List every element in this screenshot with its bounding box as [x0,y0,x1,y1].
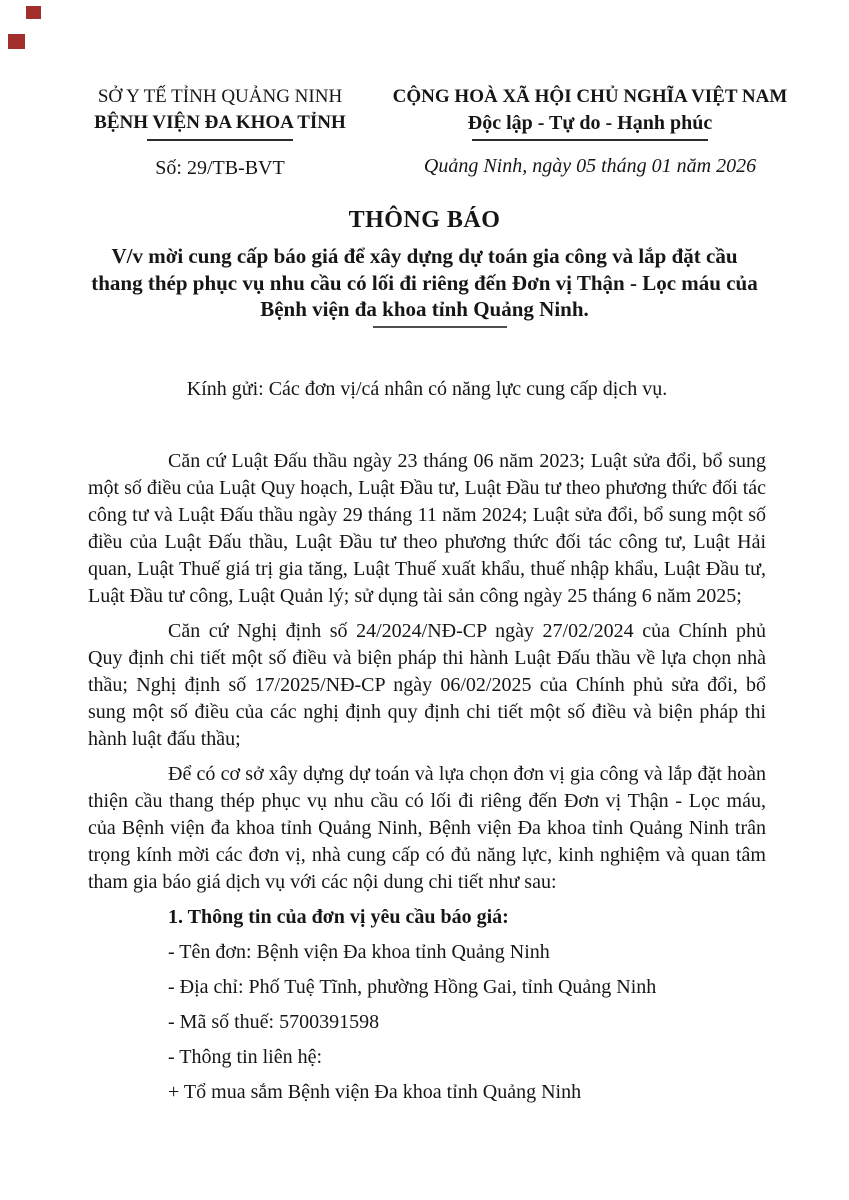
document-header [0,0,849,181]
motto-underline [472,139,708,141]
red-corner-mark [8,34,25,49]
body-paragraph: Căn cứ Luật Đấu thầu ngày 23 tháng 06 năm 2023; Luật sửa đổi, bổ sung một số điều của Luật Quy hoạch, Luật Đầu tư, Luật Đầu tư theo phương thức đối tác công tư và Luật Đấu thầu ngày 29 tháng 11 năm 2024; Luật sửa đổi, bổ sung một số điều của Luật Đấu thầu, Luật Đầu tư theo phương thức đối tác công tư, Luật Hải quan, Luật Thuế giá trị gia tăng, Luật Thuế xuất khẩu, thuế nhập khẩu, Luật Đầu tư, Luật Đầu tư công, Luật Quản lý; sử dụng tài sản công ngày 25 tháng 6 năm 2025; [88,449,766,607]
subject-divider [373,326,507,328]
legal-basis-paragraphs [88,448,766,896]
issuing-org-block [60,84,380,181]
red-corner-mark [26,6,41,19]
org-name: BỆNH VIỆN ĐA KHOA TỈNH [94,112,346,133]
doc-title: THÔNG BÁO [348,207,501,233]
info-list-item: - Mã số thuế: 5700391598 [168,1010,380,1033]
requester-info-list [88,939,766,1106]
info-list-item: + Tổ mua sắm Bệnh viện Đa khoa tỉnh Quảng Ninh [168,1080,582,1103]
salutation-line: Kính gửi: Các đơn vị/cá nhân có năng lực cung cấp dịch vụ. [186,377,668,400]
info-list-item: - Tên đơn: Bệnh viện Đa khoa tỉnh Quảng Ninh [168,940,550,963]
body-paragraph: Để có cơ sở xây dựng dự toán và lựa chọn đơn vị gia công và lắp đặt hoàn thiện cầu thang thép phục vụ nhu cầu có lối đi riêng đến Đơn vị Thận - Lọc máu, của Bệnh viện đa khoa tỉnh Quảng Ninh, Bệnh viện Đa khoa tỉnh Quảng Ninh trân trọng kính mời các đơn vị, nhà cung cấp có đủ năng lực, kinh nghiệm và quan tâm tham gia báo giá dịch vụ với các nội dung chi tiết như sau: [88,762,766,893]
section-1-heading: 1. Thông tin của đơn vị yêu cầu báo giá: [168,905,509,928]
national-motto: Độc lập - Tự do - Hạnh phúc [467,112,713,134]
national-title: CỘNG HOÀ XÃ HỘI CHỦ NGHĨA VIỆT NAM [392,86,788,107]
doc-subject: V/v mời cung cấp báo giá để xây dựng dự toán gia công và lắp đặt cầu thang thép phục vụ nhu cầu có lối đi riêng đến Đơn vị Thận - Lọc máu của Bệnh viện đa khoa tỉnh Quảng Ninh. [91,244,758,321]
doc-number: Số: 29/TB-BVT [155,157,285,179]
parent-org-name: SỞ Y TẾ TỈNH QUẢNG NINH [97,86,343,107]
place-date-line: Quảng Ninh, ngày 05 tháng 01 năm 2026 [423,155,757,177]
national-header-block [384,84,796,181]
org-name-underline [147,139,293,141]
document-body [0,376,849,1106]
info-list-item: - Thông tin liên hệ: [168,1045,323,1068]
info-list-item: - Địa chỉ: Phố Tuệ Tĩnh, phường Hồng Gai, tỉnh Quảng Ninh [168,975,657,998]
body-paragraph: Căn cứ Nghị định số 24/2024/NĐ-CP ngày 27/02/2024 của Chính phủ Quy định chi tiết một số điều và biện pháp thi hành Luật Đấu thầu về lựa chọn nhà thầu; Nghị định số 17/2025/NĐ-CP ngày 06/02/2025 của Chính phủ sửa đổi, bổ sung một số điều của các nghị định quy định chi tiết một số điều và biện pháp thi hành luật đấu thầu; [88,619,766,750]
